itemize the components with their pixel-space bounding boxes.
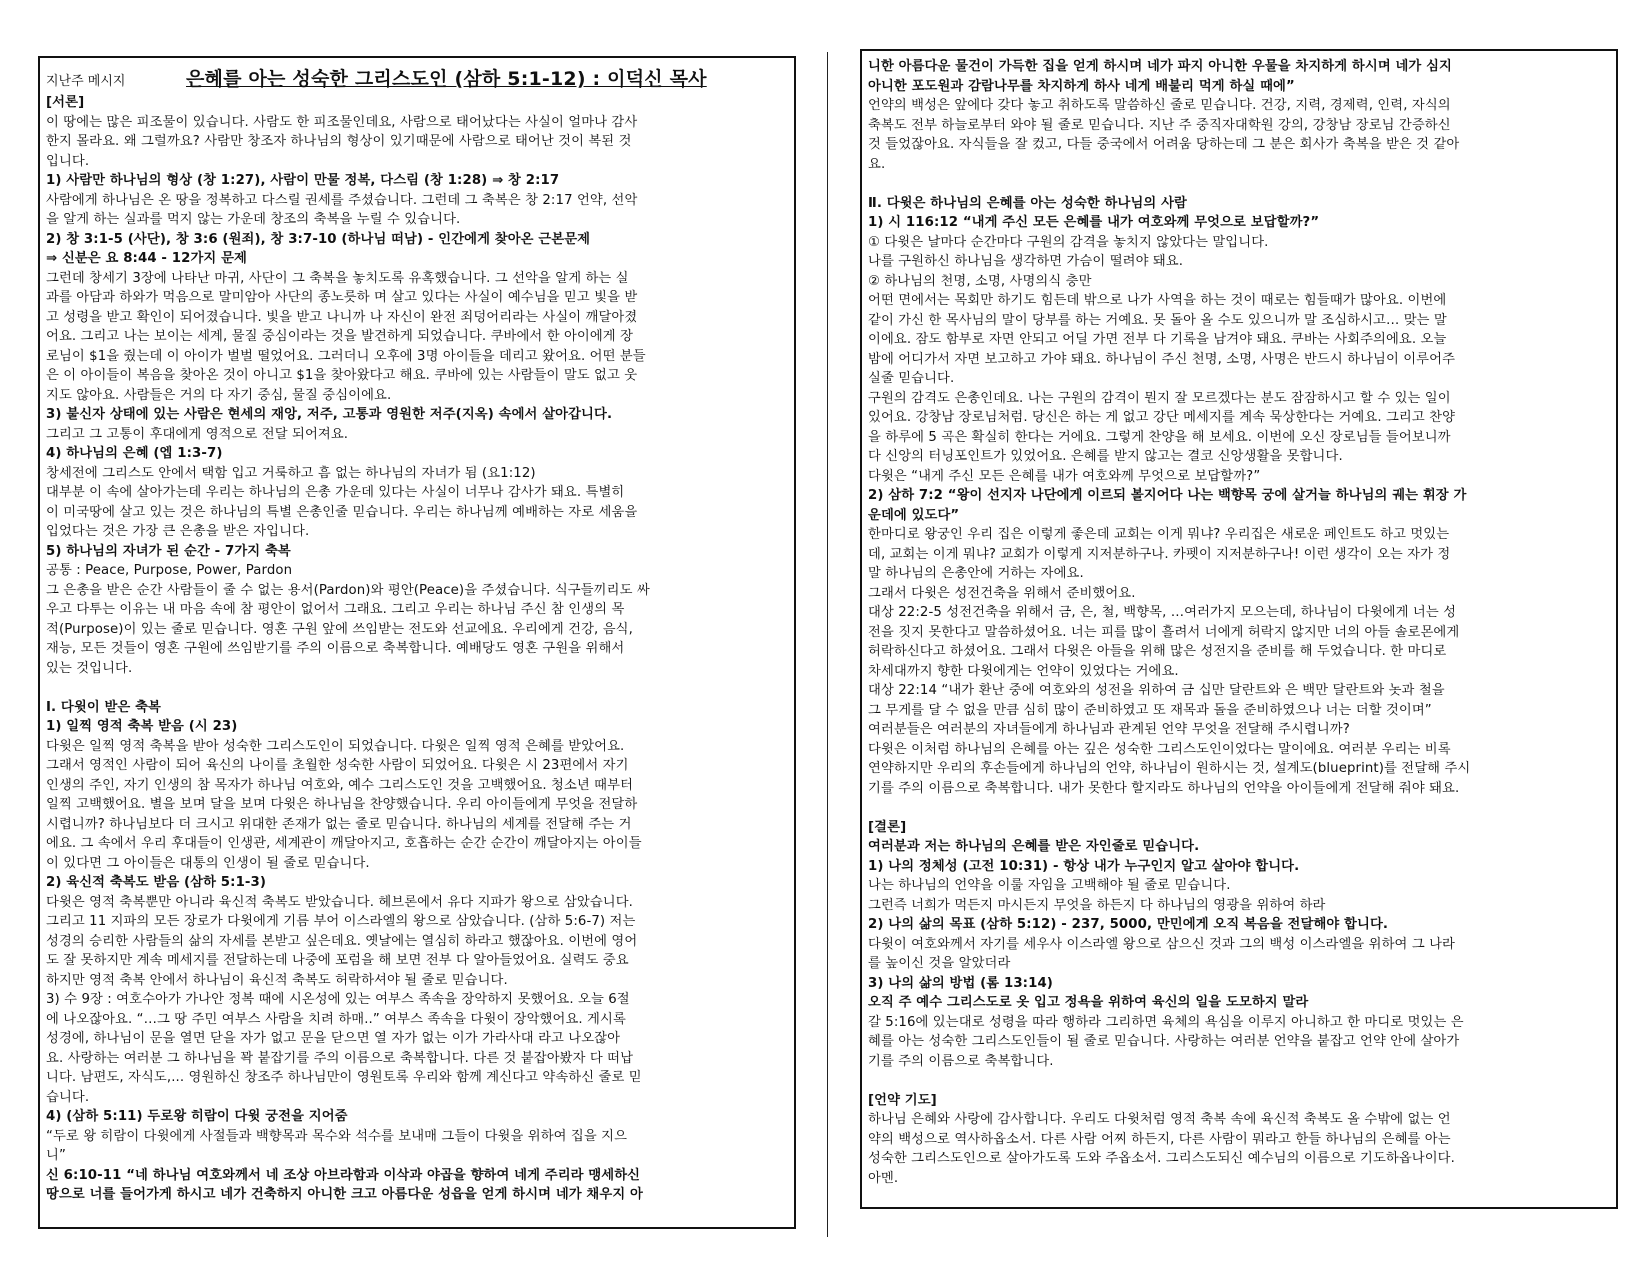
text-line: 로님이 $1을 줬는데 이 아이가 벌벌 떨었어요. 그러더니 오후에 3명 아이들을 데리고 왔어요. 어떤 분들 [46, 348, 646, 364]
heading-line: 아니한 포도원과 감람나무를 차지하게 하사 네게 배불리 먹게 하실 때에” [868, 78, 1295, 94]
text-line: ① 다윗은 날마다 순간마다 구원의 감격을 놓치지 않았다는 말입니다. [868, 234, 1269, 250]
text-line: 이 미국땅에 살고 있는 것은 하나님의 특별 은총인줄 믿습니다. 우리는 하나님께 예배하는 자로 세움을 [46, 504, 638, 520]
text-line: 과를 아담과 하와가 먹음으로 말미암아 사단의 종노릇하 며 살고 있다는 사실이 예수님을 믿고 빛을 받 [46, 290, 638, 305]
text-line: 을 하루에 5 곡은 확실히 한다는 거에요. 그렇게 찬양을 해 보세요. 이번에 오신 장로님들 들어보니까 [868, 429, 1451, 445]
text-line: 인생의 주인, 자기 인생의 참 목자가 하나님 여호와, 예수 그리스도인 것을 고백했어요. 청소년 때부터 [46, 777, 634, 793]
text-line: 성경의 승리한 사람들의 삶의 자세를 본받고 싶은데요. 옛날에는 열심히 하라고 했잖아요. 이번에 영어 [46, 933, 638, 949]
text-line: 실줄 믿습니다. [868, 371, 955, 386]
text-line: 언약의 백성은 앞에다 갖다 놓고 취하도록 말씀하신 줄로 믿습니다. 건강, 지력, 경제력, 인력, 자식의 [868, 98, 1451, 113]
text-line: 한마디로 왕궁인 우리 집은 이렇게 좋은데 교회는 이게 뭐냐? 우리집은 새로운 페인트도 하고 멋있는 [868, 527, 1450, 542]
blank-line [868, 1071, 1610, 1091]
text-line: 재능, 모든 것들이 영혼 구원에 쓰임받기를 주의 이름으로 축복합니다. 예배당도 영혼 구원을 위해서 [46, 641, 625, 656]
text-line: 그리고 그 고통이 후대에게 영적으로 전달 되어져요. [46, 426, 349, 442]
text-line: 다윗은 영적 축복뿐만 아니라 육신적 축복도 받았습니다. 헤브론에서 유다 지파가 왕으로 삼았습니다. [46, 894, 633, 910]
text-line: 다윗은 이처럼 하나님의 은혜를 아는 깊은 성숙한 그리스도인이었다는 말이에요. 여러분 우리는 비록 [868, 741, 1451, 757]
text-line: 입었다는 것은 가장 큰 은총을 받은 자입니다. [46, 524, 310, 539]
text-line: 있어요. 강창남 장로님처럼. 당신은 하는 게 없고 강단 메세지를 계속 묵상한다는 거예요. 그리고 찬양 [868, 410, 1456, 425]
text-line: 니” [46, 1148, 66, 1163]
text-line: 다윗은 “내게 주신 모든 은혜를 내가 여호와께 무엇으로 보답할까?” [868, 468, 1261, 484]
text-line: 구원의 감격도 은총인데요. 나는 구원의 감격이 뭔지 잘 모르겠다는 분도 잠잠하시고 할 수 있는 일이 [868, 390, 1451, 406]
text-line: 적(Purpose)이 있는 줄로 믿습니다. 영혼 구원 앞에 쓰임받는 전도와 선교에요. 우리에게 건강, 음식, [46, 621, 633, 637]
heading-line: 여러분과 저는 하나님의 은혜를 받은 자인줄로 믿습니다. [868, 839, 1200, 854]
text-line: 그런즉 너희가 먹든지 마시든지 무엇을 하든지 다 하나님의 영광을 위하여 하라 [868, 897, 1326, 913]
heading-line: 운데에 있도다” [868, 507, 960, 523]
heading-line: 1) 시 116:12 “내게 주신 모든 은혜를 내가 여호와께 무엇으로 보답할까?” [868, 215, 1320, 230]
text-line: 대부분 이 속에 살아가는데 우리는 하나님의 은총 가운데 있다는 사실이 너무나 감사가 돼요. 특별히 [46, 485, 625, 500]
text-line: 우고 다투는 이유는 내 마음 속에 참 평안이 없어서 그래요. 그리고 우리는 하나님 주신 참 인생의 목 [46, 602, 625, 617]
text-line: 기를 주의 이름으로 축복합니다. 내가 못한다 할지라도 하나님의 언약을 아이들에게 전달해 줘야 돼요. [868, 780, 1460, 796]
text-line: 에요. 그 속에서 우리 후대들이 인생관, 세계관이 깨달아지고, 호흡하는 순간 순간이 깨달아지는 아이들 [46, 836, 642, 851]
heading-line: 4) 하나님의 은혜 (엡 1:3-7) [46, 446, 223, 461]
text-line: 요. 사랑하는 여러분 그 하나님을 꽉 붙잡기를 주의 이름으로 축복합니다. 다른 것 붙잡아봤자 다 떠납 [46, 1050, 634, 1066]
text-line: 한지 몰라요. 왜 그럴까요? 사람만 창조자 하나님의 형상이 있기때문에 사람으로 태어난 것이 복된 것 [46, 134, 632, 149]
text-line: 그래서 다윗은 성전건축을 위해서 준비했어요. [868, 585, 1136, 601]
text-line: 어요. 그리고 나는 보이는 세계, 물질 중심이라는 것을 발견하게 되었습니다. 쿠바에서 한 아이에게 장 [46, 329, 634, 344]
heading-line: Ⅱ. 다윗은 하나님의 은혜를 아는 성숙한 하나님의 사람 [868, 195, 1187, 211]
text-line: 도 잘 못하지만 계속 메세지를 전달하는데 나중에 포럼을 해 보면 전부 다 알아들었어요. 실력도 중요 [46, 953, 629, 968]
text-line: 시렵니까? 하나님보다 더 크시고 위대한 존재가 없는 줄로 믿습니다. 하나님의 세계를 전달해 주는 거 [46, 816, 632, 832]
text-line: 니다. 남편도, 자식도,... 영원하신 창조주 하나님만이 영원토록 우리와 함께 계신다고 약속하신 줄로 믿 [46, 1070, 642, 1085]
heading-line: [언약 기도] [868, 1092, 937, 1108]
left-column [38, 56, 796, 1229]
text-line: 전을 짓지 못한다고 말씀하셨어요. 너는 피를 많이 흘려서 너에게 허락지 않지만 너의 아들 솔로몬에게 [868, 624, 1460, 640]
text-line: 요. [868, 156, 886, 172]
text-line: 나를 구원하신 하나님을 생각하면 가슴이 떨려야 돼요. [868, 254, 1184, 269]
heading-line: 2) 창 3:1-5 (사단), 창 3:6 (원죄), 창 3:7-10 (하나님 떠남) - 인간에게 찾아온 근본문제 [46, 231, 591, 247]
left-body-text [46, 93, 788, 1205]
text-line: 여러분들은 여러분의 자녀들에게 하나님과 관계된 언약 무엇을 전달해 주시렵니까? [868, 722, 1350, 737]
text-line: 갈 5:16에 있는대로 성령을 따라 행하라 그리하면 육체의 욕심을 이루지 아니하고 한 마디로 멋있는 은 [868, 1014, 1464, 1030]
text-line: “두로 왕 히람이 다윗에게 사절들과 백향목과 목수와 석수를 보내매 그들이 다윗을 위하여 집을 지으 [46, 1128, 628, 1144]
text-line: 창세전에 그리스도 안에서 택함 입고 거룩하고 흠 없는 하나님의 자녀가 됨 (요1:12) [46, 465, 536, 481]
text-line: 다윗은 일찍 영적 축복을 받아 성숙한 그리스도인이 되었습니다. 다윗은 일찍 영적 은혜를 받았어요. [46, 738, 625, 754]
text-line: 하지만 영적 축복 안에서 하나님이 육신적 축복도 허락하셔야 될 줄로 믿습니다. [46, 972, 508, 988]
text-line: 성경에, 하나님이 문을 열면 닫을 자가 없고 문을 닫으면 열 자가 없는 이가 가라사대 라고 나오잖아 [46, 1031, 621, 1046]
text-line: 허락하신다고 하셨어요. 그래서 다윗은 아들을 위해 많은 성전지을 준비를 해 두었습니다. 한 마디로 [868, 644, 1447, 659]
heading-line: 3) 불신자 상태에 있는 사람은 현세의 재앙, 저주, 고통과 영원한 저주(지옥) 속에서 살아갑니다. [46, 407, 613, 422]
text-line: 그 은총을 받은 순간 사람들이 줄 수 없는 용서(Pardon)와 평안(Peace)을 주셨습니다. 식구들끼리도 싸 [46, 582, 650, 598]
text-line: 이 있다면 그 아이들은 대통의 인생이 될 줄로 믿습니다. [46, 855, 370, 871]
sermon-title: 은혜를 아는 성숙한 그리스도인 (삼하 5:1-12) : 이덕신 목사 [186, 68, 707, 90]
text-line: 말 하나님의 은총안에 거하는 자에요. [868, 566, 1084, 581]
text-line: 일찍 고백했어요. 별을 보며 달을 보며 다윗은 하나님을 찬양했습니다. 우리 아이들에게 무엇을 전달하 [46, 797, 638, 812]
text-line: 약의 백성으로 역사하옵소서. 다른 사람 어찌 하든지, 다른 사람이 뭐라고 한들 하나님의 은혜를 아는 [868, 1131, 1451, 1147]
text-line: 기를 주의 이름으로 축복합니다. [868, 1053, 1054, 1069]
text-line: 것 들었잖아요. 자식들을 잘 컸고, 다들 중국에서 어려움 당하는데 그 분은 회사가 축복을 받은 것 같아 [868, 137, 1460, 152]
text-line: 그리고 11 지파의 모든 장로가 다윗에게 기름 부어 이스라엘의 왕으로 삼았습니다. (삼하 5:6-7) 저는 [46, 914, 636, 929]
heading-line: 2) 나의 삶의 목표 (삼하 5:12) - 237, 5000, 만민에게 오직 복음을 전달해야 합니다. [868, 917, 1389, 932]
text-line: 를 높이신 것을 알았더라 [868, 956, 1011, 971]
text-line: 사람에게 하나님은 온 땅을 정복하고 다스릴 권세를 주셨습니다. 그런데 그 축복은 창 2:17 언약, 선악 [46, 192, 638, 208]
heading-line: 오직 주 예수 그리스도로 옷 입고 정욕을 위하여 육신의 일을 도모하지 말라 [868, 995, 1309, 1010]
text-line: 공통 : Peace, Purpose, Power, Pardon [46, 563, 293, 578]
text-line: 데, 교회는 이게 뭐냐? 교회가 이렇게 지저분하구나. 카펫이 지저분하구나! 이런 생각이 오는 자가 정 [868, 546, 1451, 562]
text-line: ② 하나님의 천명, 소명, 사명의식 충만 [868, 273, 1092, 289]
heading-line: 1) 사람만 하나님의 형상 (창 1:27), 사람이 만물 정복, 다스림 (창 1:28) ⇒ 창 2:17 [46, 173, 560, 188]
heading-line: 땅으로 너를 들어가게 하시고 네가 건축하지 아니한 크고 아름다운 성읍을 얻게 하시며 네가 채우지 아 [46, 1187, 643, 1202]
text-line: 연약하지만 우리의 후손들에게 하나님의 언약, 하나님이 원하시는 것, 설계도(blueprint)를 전달해 주시 [868, 761, 1471, 776]
heading-line: 1) 나의 정체성 (고전 10:31) - 항상 내가 누구인지 알고 살아야 합니다. [868, 858, 1300, 874]
heading-line: 1) 일찍 영적 축복 받음 (시 23) [46, 719, 238, 734]
blank-line [46, 678, 788, 698]
text-line: 어떤 면에서는 목회만 하기도 힘든데 밖으로 나가 사역을 하는 것이 때로는 힘들때가 많아요. 이번에 [868, 293, 1447, 308]
text-line: 혜를 아는 성숙한 그리스도인들이 될 줄로 믿습니다. 사랑하는 여러분 언약을 붙잡고 언약 안에 살아가 [868, 1034, 1460, 1049]
text-line: 습니다. [46, 1089, 90, 1105]
heading-line: 5) 하나님의 자녀가 된 순간 - 7가지 축복 [46, 543, 291, 559]
heading-line: 4) (삼하 5:11) 두로왕 히람이 다윗 궁전을 지어줌 [46, 1109, 348, 1124]
right-body-text [868, 57, 1610, 1188]
heading-line: 3) 나의 삶의 방법 (롬 13:14) [868, 975, 1053, 991]
text-line: 그래서 영적인 사람이 되어 육신의 나이를 초월한 성숙한 사람이 되었어요. 다윗은 시 23편에서 자기 [46, 758, 629, 773]
text-line: 고 성령을 받고 확인이 되어졌습니다. 빛을 받고 나니까 나 자신이 완전 죄덩어리라는 사실이 깨달아졌 [46, 309, 638, 325]
text-line: 지도 않아요. 사람들은 거의 다 자기 중심, 물질 중심이에요. [46, 387, 392, 403]
heading-line: 2) 육신적 축복도 받음 (삼하 5:1-3) [46, 875, 267, 890]
blank-line [868, 174, 1610, 194]
text-line: 을 알게 하는 실과를 먹지 않는 가운데 창조의 축복을 누릴 수 있습니다. [46, 212, 461, 227]
text-line: 에 나오잖아요. “…그 땅 주민 여부스 사람을 치려 하매..” 여부스 족속을 다윗이 장악했어요. 게시록 [46, 1011, 626, 1027]
text-line: 입니다. [46, 153, 90, 169]
column-divider [827, 52, 828, 1237]
document-header [46, 64, 788, 92]
text-line: 3) 수 9장 : 여호수아가 가나안 정복 때에 시온성에 있는 여부스 족속을 장악하지 못했어요. 오늘 6절 [46, 992, 630, 1007]
text-line: 있는 것입니다. [46, 660, 133, 676]
text-line: 이에요. 잠도 함부로 자면 안되고 어딜 가면 전부 다 기록을 남겨야 돼요. 쿠바는 사회주의에요. 오늘 [868, 332, 1447, 347]
text-line: 다 신앙의 터닝포인트가 있었어요. 은혜를 받지 않고는 결코 신앙생활을 못합니다. [868, 449, 1343, 464]
text-line: 같이 가신 한 목사님의 말이 당부를 하는 거예요. 못 돌아 올 수도 있으니까 말 조심하시고… 맞는 말 [868, 312, 1447, 328]
heading-line: Ⅰ. 다윗이 받은 축복 [46, 699, 161, 715]
text-line: 다윗이 여호와께서 자기를 세우사 이스라엘 왕으로 삼으신 것과 그의 백성 이스라엘을 위하여 그 나라 [868, 936, 1455, 952]
blank-line [868, 798, 1610, 818]
text-line: 은 이 아이들이 복음을 찾아온 것이 아니고 $1을 찾아왔다고 해요. 쿠바에 있는 사람들이 말도 없고 웃 [46, 368, 638, 383]
text-line: 하나님 은혜와 사랑에 감사합니다. 우리도 다윗처럼 영적 축복 속에 육신적 축복도 올 수밖에 없는 언 [868, 1112, 1451, 1127]
text-line: 대상 22:14 “내가 환난 중에 여호와의 성전을 위하여 금 십만 달란트와 은 백만 달란트와 놋과 철을 [868, 683, 1445, 698]
text-line: 이 땅에는 많은 피조물이 있습니다. 사람도 한 피조물인데요, 사람으로 태어났다는 사실이 얼마나 감사 [46, 114, 638, 130]
text-line: 그 무게를 달 수 없을 만큼 심히 많이 준비하였고 또 재목과 돌을 준비하였으나 너는 더할 것이며” [868, 702, 1432, 718]
heading-line: [서론] [46, 95, 85, 110]
heading-line: 니한 아름다운 물건이 가득한 집을 얻게 하시며 네가 파지 아니한 우물을 차지하게 하시며 네가 심지 [868, 59, 1452, 74]
heading-line: 2) 삼하 7:2 “왕이 선지자 나단에게 이르되 볼지어다 나는 백향목 궁에 살거늘 하나님의 궤는 휘장 가 [868, 488, 1467, 503]
header-label: 지난주 메시지 [46, 74, 126, 89]
text-line: 대상 22:2-5 성전건축을 위해서 금, 은, 철, 백향목, …여러가지 모으는데, 하나님이 다윗에게 너는 성 [868, 605, 1457, 620]
text-line: 아멘. [868, 1170, 899, 1186]
text-line: 밤에 어디가서 자면 보고하고 가야 돼요. 하나님이 주신 천명, 소명, 사명은 반드시 하나님이 이루어주 [868, 351, 1456, 367]
heading-line: ⇒ 신분은 요 8:44 - 12가지 문제 [46, 251, 247, 266]
text-line: 성숙한 그리스도인으로 살아가도록 도와 주옵소서. 그리스도되신 예수님의 이름으로 기도하옵나이다. [868, 1151, 1455, 1166]
text-line: 나는 하나님의 언약을 이룰 자임을 고백해야 될 줄로 믿습니다. [868, 878, 1231, 893]
heading-line: 신 6:10-11 “네 하나님 여호와께서 네 조상 아브라함과 이삭과 야곱을 향하여 네게 주리라 맹세하신 [46, 1167, 641, 1183]
right-column [860, 49, 1618, 1209]
text-line: 차세대까지 향한 다윗에게는 언약이 있었다는 거에요. [868, 663, 1179, 679]
text-line: 축복도 전부 하늘로부터 와야 될 줄로 믿습니다. 지난 주 중직자대학원 강의, 강창남 장로님 간증하신 [868, 117, 1451, 133]
text-line: 그런데 창세기 3장에 나타난 마귀, 사단이 그 축복을 놓치도록 유혹했습니다. 그 선악을 알게 하는 실 [46, 270, 629, 286]
heading-line: [결론] [868, 819, 907, 835]
